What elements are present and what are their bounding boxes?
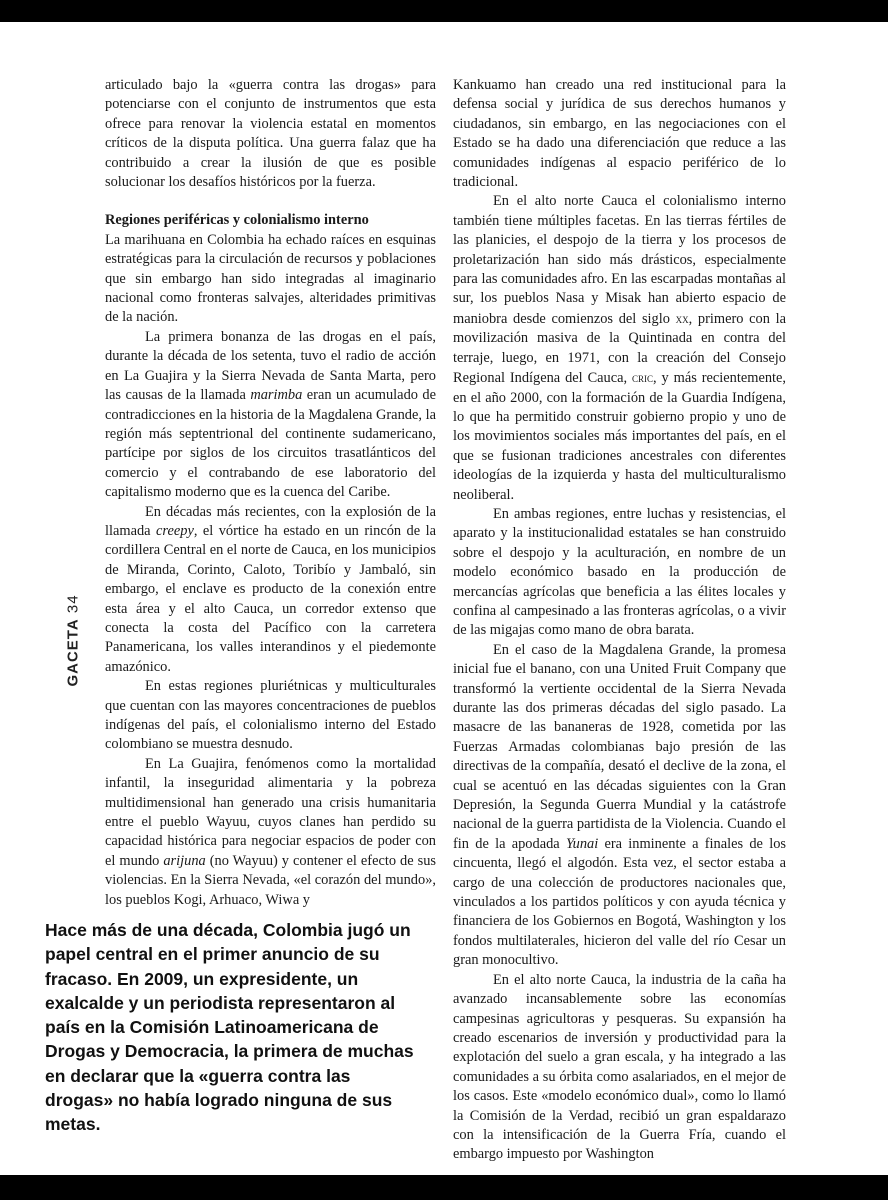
paragraph: En ambas regiones, entre luchas y resistencias, el aparato y la institucionalidad estatales se han construido sobre el despojo y la aculturación, en nombre de un modelo económico basado en la producción de mercancías agrícolas que beneficia a las élites locales y confina al campesinado a las fronteras agrícolas, o a vivir de las migajas como mano de obra barata.	[453, 505, 786, 639]
paragraph: La marihuana en Colombia ha echado raíces en esquinas estratégicas para la circulación de recursos y poblaciones que sin embargo han sido integradas al imaginario nacional como fronteras salvajes, alteridades primitivas de la nación.	[105, 231, 436, 326]
paragraph: En La Guajira, fenómenos como la mortalidad infantil, la inseguridad alimentaria y la pobreza multidimensional han generado una crisis humanitaria entre el pueblo Wayuu, cuyos clanes han perdido su capacidad histórica para negociar espacios de poder con el mundo arijuna (no Wayuu) y contener el efecto de sus violencias. En la Sierra Nevada, «el corazón del mundo», los pueblos Kogi, Arhuaco, Wiwa y	[105, 755, 436, 908]
top-black-bar	[0, 0, 888, 22]
paragraph: articulado bajo la «guerra contra las drogas» para potenciarse con el conjunto de instrumentos que esta ofrece para renovar la violencia estatal en momentos críticos de la disputa política. Una guerra falaz que ha contribuido a crear la ilusión de que es posible solucionar los desafíos históricos por la fuerza.	[105, 77, 436, 191]
section-heading: Regiones periféricas y colonialismo interno	[105, 212, 369, 229]
paragraph: En el alto norte Cauca, la industria de la caña ha avanzado incansablemente sobre las economías campesinas agricultoras y pesqueras. Su expansión ha creado escenarios de inversión y productividad para la explotación del suelo a gran escala, y ha integrado a las comunidades a su órbita como asalariados, en el mejor de los casos. Este «modelo económico dual», como lo llamó la Comisión de la Verdad, recibió un gran espaldarazo con la intensificación de la Guerra Fría, cuando el embargo impuesto por Washington	[453, 971, 786, 1163]
paragraph: Kankuamo han creado una red institucional para la defensa social y jurídica de sus derechos humanos y ciudadanos, sin embargo, en las negociaciones con el Estado se ha dado una diferenciación que reduce a las comunidades indígenas al espacio periférico de lo tradicional.	[453, 77, 786, 191]
running-header	[65, 594, 82, 686]
paragraph: En el alto norte Cauca el colonialismo interno también tiene múltiples facetas. En las tierras fértiles de las planicies, el despojo de la tierra y los procesos de proletarización han sido más drásticos, especialmente para las comunidades afro. En las escarpadas montañas al sur, los pueblos Nasa y Misak han abierto espacio de maniobra desde comienzos del siglo xx, primero con la movilización masiva de la Quintinada en contra del terraje, luego, en 1971, con la creación del Consejo Regional Indígena del Cauca, cric, y más recientemente, en el año 2000, con la formación de la Guardia Indígena, lo que ha permitido construir gobierno propio y uno de los movimientos sociales más importantes del país, en el que se fusionan tradiciones ancestrales con diferentes ideologías de la izquierda y hasta del multiculturalismo neoliberal.	[453, 193, 787, 503]
section-label: GACETA	[64, 618, 82, 687]
page-number: 34	[64, 594, 82, 614]
paragraph: En el caso de la Magdalena Grande, la promesa inicial fue el banano, con una United Fruit Company que transformó la vertiente occidental de la Sierra Nevada durante las dos primeras décadas del siglo pasado. La masacre de las bananeras de 1928, cometida por las Fuerzas Armadas colombianas bajo presión de las directivas de la compañía, desató el declive de la zona, el cual se acentuó en las décadas siguientes con la Gran Depresión, la Segunda Guerra Mundial y la catástrofe nacional de la guerra partidista de la Violencia. Cuando el fin de la apodada Yunai era inminente a finales de los cincuenta, llegó el algodón. Esta vez, el sector estaba a cargo de una colección de productores nacionales que, vinculados a los partidos políticos y con ayuda técnica y financiera de los Gobiernos en Bogotá, Washington y los fondos multilaterales, hicieron del valle del río Cesar un gran monocultivo.	[453, 641, 786, 969]
pull-quote: Hace más de una década, Colombia jugó un papel central en el primer anuncio de su fracaso. En 2009, un expresidente, un exalcalde y un periodista representaron al país en la Comisión Latinoamericana de Drogas y Democracia, la primera de muchas en declarar que la «guerra contra las drogas» no había logrado ninguna de sus metas.	[45, 920, 414, 1135]
paragraph: En décadas más recientes, con la explosión de la llamada creepy, el vórtice ha estado en un rincón de la cordillera Central en el norte de Cauca, en los municipios de Miranda, Corinto, Caloto, Toribío y Jambaló, sin embargo, el enclave es producto de la conexión entre esta área y el alto Cauca, un corredor extenso que conecta la costa del Pacífico con la carretera Panamericana, los valles interandinos y el piedemonte amazónico.	[105, 503, 436, 675]
paragraph: La primera bonanza de las drogas en el país, durante la década de los setenta, tuvo el radio de acción en La Guajira y la Sierra Nevada de Santa Marta, pero las causas de la llamada marimba eran un acumulado de contradicciones en la historia de la Magdalena Grande, la región más septentrional del continente sudamericano, partícipe por siglos de los circuitos trasatlánticos del comercio y el contrabando de ese laboratorio del capitalismo moderno que es la cuenca del Caribe.	[105, 328, 436, 501]
left-column	[105, 76, 436, 910]
paragraph: En estas regiones pluriétnicas y multiculturales que cuentan con las mayores concentraciones de pueblos indígenas del país, el colonialismo interno del Estado colombiano se muestra desnudo.	[105, 678, 436, 753]
bottom-black-bar	[0, 1175, 888, 1200]
right-column	[453, 76, 786, 1165]
